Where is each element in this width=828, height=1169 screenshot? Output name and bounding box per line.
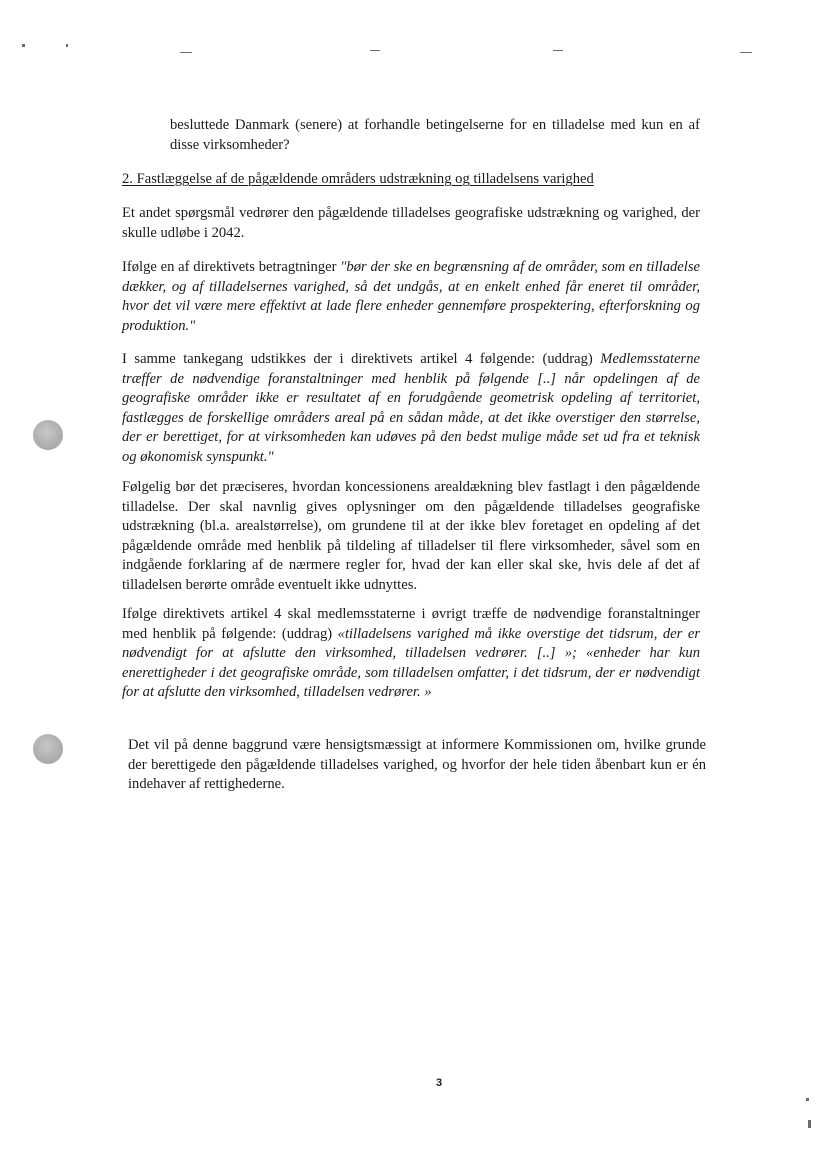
scan-speck bbox=[808, 1120, 811, 1128]
paragraph-3-quote: Medlemsstaterne træffer de nødvendige foranstaltninger med henblik på følgende [..] når opdelingen af de geografiske områder ikke er resultatet af en forudgående geometrisk opdeling af territoriet, fastlægges de forskellige områders areal på en sådan måde, at det ikke overstiger den størrelse, der er berettiget, for at virksomheden kan udøves på den bedst mulige måde set ud fra et teknisk og økonomisk synspunkt." bbox=[122, 351, 700, 465]
section-heading: 2. Fastlæggelse af de pågældende områders udstrækning og tilladelsens varighed bbox=[122, 171, 594, 187]
paragraph-5 bbox=[122, 605, 700, 703]
paragraph-1: Et andet spørgsmål vedrører den pågældende tilladelses geografiske udstrækning og varighed, der skulle udløbe i 2042. bbox=[122, 205, 700, 241]
paragraph-2-intro: Ifølge en af direktivets betragtninger bbox=[122, 259, 341, 275]
paragraph-2-quote: "bør der ske en begrænsning af de områder, som en tilladelse dækker, og af tilladelsernes varighed, så det undgås, at en enkelt enhed får eneret til områder, hvor det vil være mere effektivt at lade flere enheder gennemføre prospektering, efterforskning og produktion." bbox=[122, 259, 700, 334]
paragraph-5-intro: Ifølge direktivets artikel 4 skal medlemsstaterne i øvrigt træffe de nødvendige foranstaltninger med henblik på følgende: (uddrag) bbox=[122, 606, 700, 642]
paragraph-4: Følgelig bør det præciseres, hvordan koncessionens arealdækning blev fastlagt i den pågældende tilladelse. Der skal navnlig gives oplysninger om den pågældende tilladelses geografiske udstrækning (bl.a. arealstørrelse), om grundene til at der ikke blev foretaget en opdeling af det pågældende område med henblik på tildeling af tilladelser til flere virksomheder, såvel som en indgående forklaring af de nærmere regler for, hvad der kan eller skal ske, hvis dele af det af tilladelsen berørte område eventuelt ikke udnyttes. bbox=[122, 479, 700, 593]
punch-hole-top bbox=[33, 420, 63, 450]
paragraph-2 bbox=[122, 258, 700, 336]
intro-continuation: besluttede Danmark (senere) at forhandle betingelserne for en tilladelse med kun en af disse virksomheder? bbox=[170, 117, 700, 153]
scan-speck bbox=[740, 52, 752, 53]
scan-speck bbox=[22, 44, 25, 47]
page-number: 3 bbox=[435, 1077, 443, 1089]
punch-hole-bottom bbox=[33, 734, 63, 764]
paragraph-3 bbox=[122, 350, 700, 467]
scan-speck bbox=[370, 50, 380, 51]
paragraph-3-intro: I samme tankegang udstikkes der i direktivets artikel 4 følgende: (uddrag) bbox=[122, 351, 601, 367]
scan-speck bbox=[806, 1098, 809, 1101]
scan-speck bbox=[553, 50, 563, 51]
paragraph-5-quote: «tilladelsens varighed må ikke overstige det tidsrum, der er nødvendigt for at afslutte den virksomhed, tilladelsen vedrører. [..] »; «enheder har kun enerettigheder i det geografiske område, som tilladelsen omfatter, i det tidsrum, der er nødvendigt for at afslutte den virksomhed, tilladelsen vedrører. » bbox=[122, 625, 700, 700]
scan-speck bbox=[66, 44, 68, 47]
paragraph-6: Det vil på denne baggrund være hensigtsmæssigt at informere Kommissionen om, hvilke grunde der berettigede den pågældende tilladelses varighed, og hvorfor der hele tiden åbenbart kun er én indehaver af rettighederne. bbox=[128, 737, 706, 792]
scan-speck bbox=[180, 52, 192, 53]
